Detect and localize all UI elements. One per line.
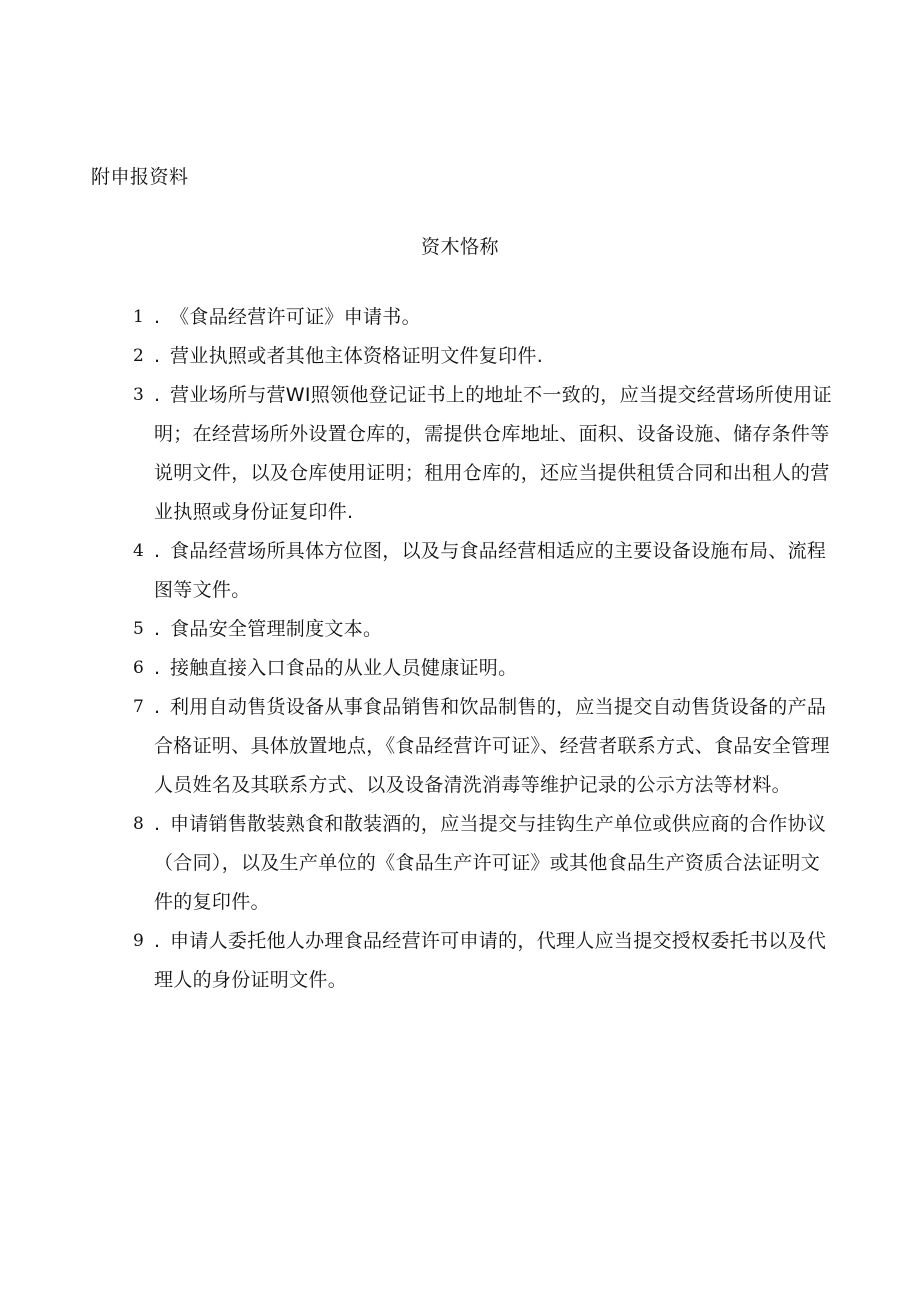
- item-text: 申请销售散装熟食和散装酒的，应当提交与挂钩生产单位或供应商的合作协议（合同），以及生产单位的《食品生产许可证》或其他食品生产资质合法证明文件的复印件。: [154, 813, 827, 913]
- list-item: [0, 649, 834, 688]
- item-number: 7: [133, 697, 145, 717]
- list-item: [0, 532, 834, 610]
- item-separator: .: [154, 813, 161, 835]
- list-item: [0, 337, 834, 376]
- requirements-list: [0, 298, 920, 1000]
- item-separator: .: [154, 540, 161, 562]
- list-item: [0, 610, 834, 649]
- item-separator: .: [154, 696, 161, 718]
- list-item: [0, 298, 834, 337]
- document-title: 资木恪称: [420, 236, 499, 258]
- item-text: 利用自动售货设备从事食品销售和饮品制售的，应当提交自动售货设备的产品合格证明、具体放置地点，《食品经营许可证》、经营者联系方式、食品安全管理人员姓名及其联系方式、以及设备清洗消毒等维护记录的公示方法等材料。: [154, 696, 830, 796]
- item-number: 1: [133, 307, 145, 327]
- attachment-label: 附申报资料: [91, 166, 189, 188]
- list-item: [0, 805, 834, 922]
- item-number: 9: [133, 931, 145, 951]
- list-item: [0, 376, 834, 532]
- list-item: [0, 688, 834, 805]
- item-text: 食品安全管理制度文本。: [170, 618, 383, 640]
- list-item: [0, 922, 834, 1000]
- item-text: 申请人委托他人办理食品经营许可申请的，代理人应当提交授权委托书以及代理人的身份证明文件。: [154, 930, 827, 991]
- item-text: 食品经营场所具体方位图，以及与食品经营相适应的主要设备设施布局、流程图等文件。: [154, 540, 827, 601]
- item-separator: .: [154, 930, 161, 952]
- item-number: 8: [133, 814, 145, 834]
- item-number: 3: [133, 385, 145, 405]
- item-separator: .: [154, 345, 161, 367]
- item-separator: .: [154, 384, 161, 406]
- item-separator: .: [154, 657, 161, 679]
- item-text: 《食品经营许可证》申请书。: [170, 306, 421, 328]
- item-number: 6: [133, 658, 145, 678]
- item-number: 5: [133, 619, 145, 639]
- item-number: 4: [133, 541, 145, 561]
- item-separator: .: [154, 306, 161, 328]
- item-text: 营业场所与营WI照领他登记证书上的地址不一致的，应当提交经营场所使用证明；在经营场所外设置仓库的，需提供仓库地址、面积、设备设施、储存条件等说明文件，以及仓库使用证明；租用仓库的，还应当提供租赁合同和出租人的营业执照或身份证复印件.: [154, 384, 832, 523]
- item-text: 营业执照或者其他主体资格证明文件复印件.: [170, 345, 544, 367]
- item-separator: .: [154, 618, 161, 640]
- item-number: 2: [133, 346, 145, 366]
- item-text: 接触直接入口食品的从业人员健康证明。: [170, 657, 518, 679]
